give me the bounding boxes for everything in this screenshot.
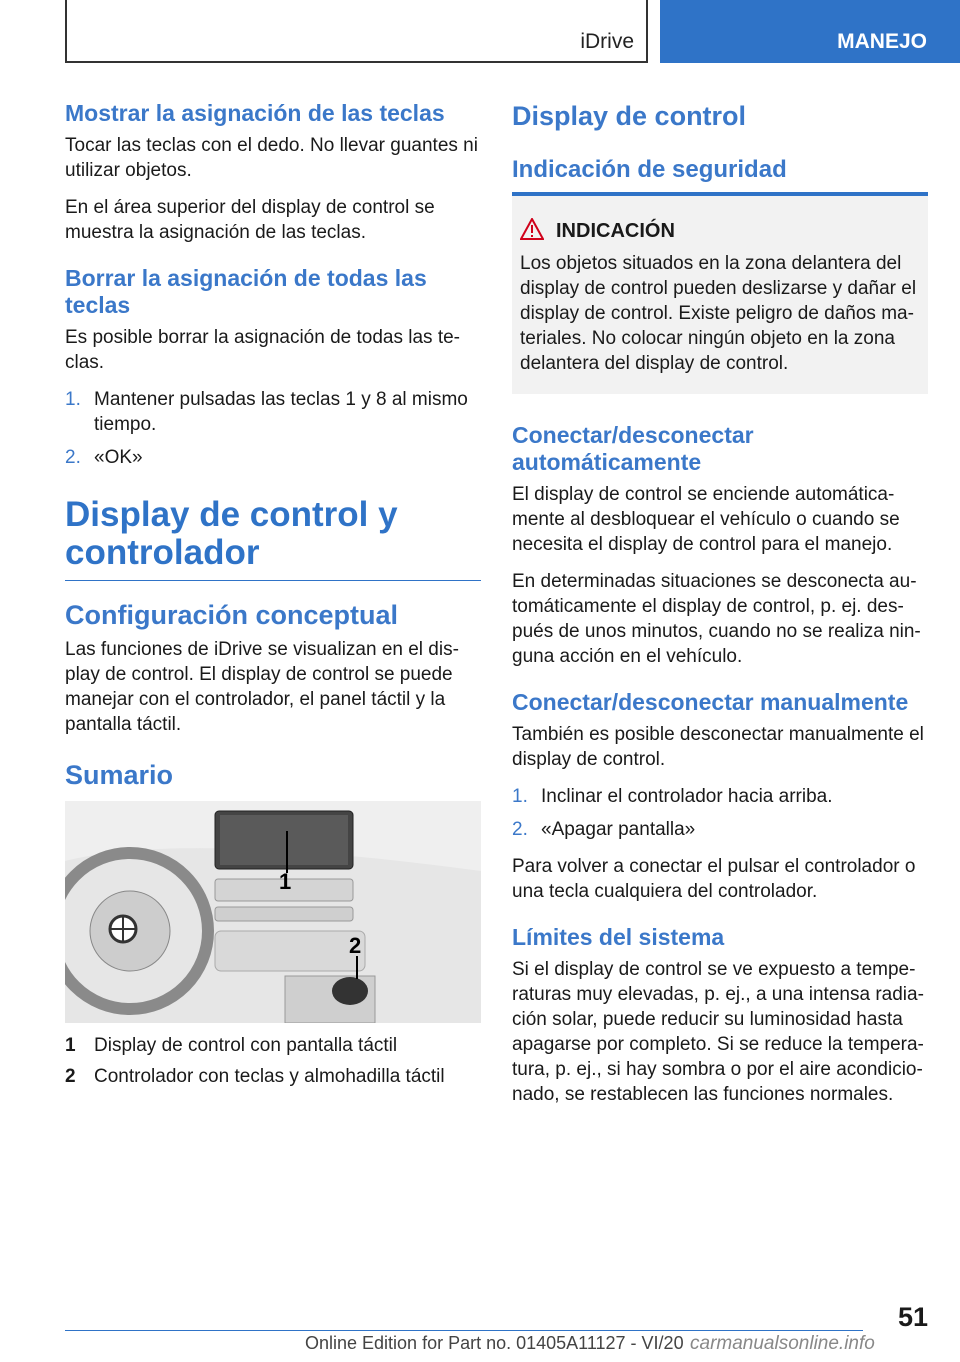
paragraph: En determinadas situaciones se desconecta au‐ tomáticamente el display de control, p. ej. des‐ pués de unos minutos, cuando no se realiza nin‐ guna acción en el vehículo.	[512, 571, 921, 667]
list-item	[65, 387, 481, 437]
dashboard-drawing	[65, 801, 481, 1023]
heading-display-controlador: Display de control y controlador	[65, 495, 398, 572]
paragraph: Es posible borrar la asignación de todas las te‐ clas.	[65, 327, 461, 373]
heading-display: Display de control	[512, 101, 747, 131]
heading-manual: Conectar/desconectar manualmente	[512, 689, 909, 715]
paragraph: También es posible desconectar manualmente el display de control.	[512, 724, 924, 770]
footer-rule	[65, 1330, 863, 1331]
step-number: 2.	[65, 447, 81, 468]
figure-caption	[65, 1064, 481, 1089]
page-number: 51	[897, 1302, 928, 1332]
figure-caption	[65, 1033, 481, 1058]
step-number: 2.	[512, 819, 528, 840]
step-number: 1.	[512, 786, 528, 807]
list-item	[512, 817, 928, 842]
caption-text: Display de control con pantalla táctil	[94, 1035, 398, 1056]
right-column	[512, 100, 928, 1119]
heading-limites: Límites del sistema	[512, 924, 725, 950]
list-item	[512, 784, 928, 809]
heading-mostrar: Mostrar la asignación de las teclas	[65, 100, 445, 126]
callout-1: 1	[279, 869, 292, 894]
heading-auto: Conectar/desconectar automáticamente	[512, 422, 754, 475]
step-text: «Apagar pantalla»	[541, 819, 696, 840]
warning-icon	[520, 218, 544, 245]
paragraph: Las funciones de iDrive se visualizan en el dis‐ play de control. El display de control se puede manejar con el controlador, el panel táctil y la pantalla táctil.	[65, 639, 459, 735]
notice-title: INDICACIÓN	[556, 220, 675, 242]
paragraph: En el área superior del display de control se muestra la asignación de las teclas.	[65, 197, 435, 243]
step-text: Inclinar el controlador hacia arriba.	[541, 786, 833, 807]
notice-text: Los objetos situados en la zona delantera del display de control pueden deslizarse y dañar el display de control. Existe peligro de daños ma‐ teriales. No colocar ningún objeto en la zona delantera del display de control.	[520, 253, 917, 374]
step-text: Mantener pulsadas las teclas 1 y 8 al mismo tiempo.	[94, 389, 468, 435]
header-frame	[65, 0, 648, 63]
watermark: carmanualsonline.info	[690, 1333, 875, 1354]
section-rule	[65, 580, 481, 581]
heading-sumario: Sumario	[65, 760, 174, 790]
paragraph: Para volver a conectar el pulsar el controlador o una tecla cualquiera del controlador.	[512, 856, 916, 902]
steps-list	[65, 387, 481, 470]
step-number: 1.	[65, 389, 81, 410]
list-item	[65, 445, 481, 470]
header-chapter-tab: MANEJO	[660, 0, 960, 63]
heading-seguridad: Indicación de seguridad	[512, 156, 787, 183]
paragraph: Si el display de control se ve expuesto a tempe‐ raturas muy elevadas, p. ej., a una intensa radia‐ ción solar, puede reducir su luminosidad hasta apagarse por completo. Si se reduce la tempera‐ tura, p. ej., si hay sombra o por el aire acondicio‐ nado, se restablecen las funciones normales.	[512, 959, 924, 1105]
dashboard-illustration	[65, 801, 481, 1023]
caption-text: Controlador con teclas y almohadilla táctil	[94, 1066, 445, 1087]
footer-edition: Online Edition for Part no. 01405A11127 - VI/20	[305, 1333, 684, 1353]
paragraph: Tocar las teclas con el dedo. No llevar guantes ni utilizar objetos.	[65, 135, 478, 181]
steps-list	[512, 784, 928, 842]
left-column	[65, 100, 481, 1095]
callout-2: 2	[349, 933, 362, 958]
heading-borrar: Borrar la asignación de todas las teclas	[65, 265, 427, 318]
safety-notice	[512, 192, 928, 394]
caption-key: 2	[65, 1066, 76, 1087]
heading-config: Configuración conceptual	[65, 600, 399, 630]
paragraph: El display de control se enciende automática‐ mente al desbloquear el vehículo o cuando se necesita el display de control para el manejo.	[512, 484, 900, 555]
notice-header	[520, 218, 920, 245]
caption-key: 1	[65, 1035, 76, 1056]
step-text: «OK»	[94, 447, 143, 468]
header-section-title: iDrive	[580, 30, 634, 53]
